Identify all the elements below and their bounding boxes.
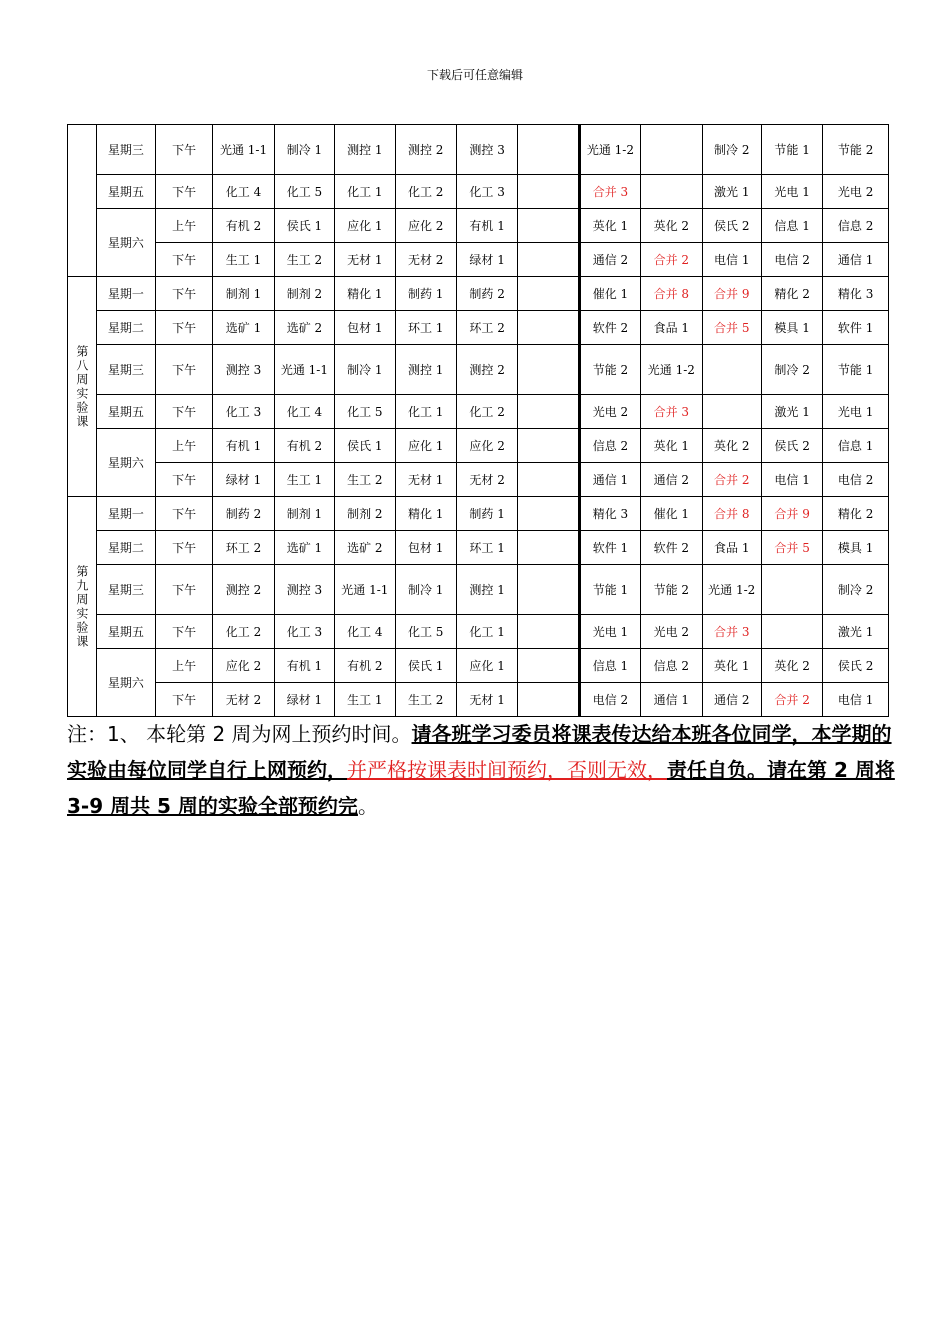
table-row	[68, 531, 889, 565]
class-cell: 绿材 1	[213, 463, 274, 497]
class-cell: 精化 3	[823, 277, 889, 311]
day-cell: 星期五	[96, 175, 155, 209]
class-cell	[518, 345, 579, 395]
day-cell: 星期三	[96, 565, 155, 615]
time-cell: 下午	[156, 531, 213, 565]
class-cell: 侯氏 2	[702, 209, 761, 243]
class-cell: 测控 1	[395, 345, 456, 395]
day-cell: 星期五	[96, 395, 155, 429]
table-row	[68, 615, 889, 649]
class-cell: 制冷 2	[761, 345, 822, 395]
class-cell: 英化 2	[761, 649, 822, 683]
class-cell: 无材 1	[456, 683, 517, 717]
day-cell: 星期三	[96, 125, 155, 175]
class-cell: 选矿 2	[335, 531, 395, 565]
class-cell	[702, 395, 761, 429]
table-row	[68, 565, 889, 615]
class-cell: 制剂 2	[274, 277, 334, 311]
class-cell: 合并 3	[579, 175, 640, 209]
class-cell: 侯氏 1	[335, 429, 395, 463]
class-cell: 无材 1	[335, 243, 395, 277]
class-cell: 应化 1	[456, 649, 517, 683]
class-cell: 化工 3	[213, 395, 274, 429]
class-cell: 无材 1	[395, 463, 456, 497]
class-cell: 化工 1	[456, 615, 517, 649]
class-cell	[518, 463, 579, 497]
class-cell: 绿材 1	[274, 683, 334, 717]
class-cell: 应化 1	[395, 429, 456, 463]
class-cell: 催化 1	[579, 277, 640, 311]
class-cell	[518, 683, 579, 717]
table-row	[68, 243, 889, 277]
class-cell: 化工 2	[395, 175, 456, 209]
class-cell: 通信 1	[641, 683, 702, 717]
time-cell: 下午	[156, 683, 213, 717]
class-cell: 制药 2	[213, 497, 274, 531]
class-cell: 化工 2	[213, 615, 274, 649]
class-cell: 侯氏 2	[823, 649, 889, 683]
class-cell: 合并 9	[761, 497, 822, 531]
class-cell: 生工 1	[335, 683, 395, 717]
class-cell: 化工 5	[395, 615, 456, 649]
day-cell: 星期五	[96, 615, 155, 649]
class-cell: 有机 2	[335, 649, 395, 683]
class-cell: 测控 1	[456, 565, 517, 615]
note-suffix: 。	[357, 794, 378, 818]
time-cell: 上午	[156, 429, 213, 463]
class-cell: 节能 2	[579, 345, 640, 395]
class-cell: 选矿 1	[274, 531, 334, 565]
table-row	[68, 649, 889, 683]
class-cell: 光通 1-2	[702, 565, 761, 615]
day-cell: 星期六	[96, 429, 155, 497]
class-cell: 电信 1	[823, 683, 889, 717]
class-cell: 精化 1	[395, 497, 456, 531]
day-cell: 星期二	[96, 311, 155, 345]
class-cell: 应化 2	[213, 649, 274, 683]
class-cell: 化工 3	[456, 175, 517, 209]
table-row	[68, 463, 889, 497]
class-cell	[518, 531, 579, 565]
class-cell: 光通 1-2	[579, 125, 640, 175]
class-cell: 光电 2	[641, 615, 702, 649]
class-cell: 光电 1	[761, 175, 822, 209]
class-cell: 有机 1	[274, 649, 334, 683]
table-row	[68, 175, 889, 209]
week-label	[68, 125, 97, 277]
class-cell: 电信 1	[702, 243, 761, 277]
class-cell: 通信 1	[823, 243, 889, 277]
class-cell	[518, 395, 579, 429]
table-row	[68, 125, 889, 175]
class-cell: 侯氏 1	[395, 649, 456, 683]
class-cell: 化工 1	[395, 395, 456, 429]
class-cell: 节能 2	[641, 565, 702, 615]
time-cell: 下午	[156, 277, 213, 311]
class-cell: 光电 2	[579, 395, 640, 429]
class-cell: 电信 1	[761, 463, 822, 497]
class-cell: 合并 2	[761, 683, 822, 717]
class-cell	[518, 649, 579, 683]
class-cell: 环工 2	[213, 531, 274, 565]
table-row	[68, 395, 889, 429]
class-cell	[761, 565, 822, 615]
class-cell: 化工 4	[213, 175, 274, 209]
day-cell: 星期一	[96, 277, 155, 311]
class-cell	[518, 175, 579, 209]
week-label-text: 第九周实验课	[74, 564, 89, 649]
class-cell: 模具 1	[761, 311, 822, 345]
class-cell: 化工 4	[274, 395, 334, 429]
time-cell: 下午	[156, 463, 213, 497]
class-cell: 英化 2	[702, 429, 761, 463]
class-cell: 应化 2	[395, 209, 456, 243]
class-cell	[641, 175, 702, 209]
class-cell	[641, 125, 702, 175]
class-cell: 信息 2	[823, 209, 889, 243]
class-cell: 应化 2	[456, 429, 517, 463]
class-cell	[518, 311, 579, 345]
note-deadline: 责任自负。请在第 2 周将 3-9 周共 5 周的实验全部预约完	[67, 758, 895, 818]
class-cell: 制剂 1	[274, 497, 334, 531]
class-cell: 绿材 1	[456, 243, 517, 277]
class-cell: 化工 3	[274, 615, 334, 649]
table-row	[68, 311, 889, 345]
class-cell: 合并 5	[761, 531, 822, 565]
class-cell: 激光 1	[761, 395, 822, 429]
class-cell: 激光 1	[702, 175, 761, 209]
class-cell: 电信 2	[823, 463, 889, 497]
class-cell: 软件 1	[823, 311, 889, 345]
time-cell: 下午	[156, 565, 213, 615]
class-cell: 合并 3	[702, 615, 761, 649]
class-cell: 生工 1	[274, 463, 334, 497]
class-cell: 通信 2	[641, 463, 702, 497]
class-cell: 环工 1	[456, 531, 517, 565]
class-cell: 激光 1	[823, 615, 889, 649]
class-cell: 合并 5	[702, 311, 761, 345]
class-cell: 英化 1	[641, 429, 702, 463]
class-cell: 化工 4	[335, 615, 395, 649]
time-cell: 下午	[156, 497, 213, 531]
class-cell: 节能 2	[823, 125, 889, 175]
class-cell: 有机 1	[213, 429, 274, 463]
class-cell	[761, 615, 822, 649]
class-cell: 催化 1	[641, 497, 702, 531]
class-cell: 制冷 1	[395, 565, 456, 615]
class-cell: 测控 2	[456, 345, 517, 395]
class-cell: 测控 3	[456, 125, 517, 175]
class-cell: 选矿 2	[274, 311, 334, 345]
class-cell: 通信 1	[579, 463, 640, 497]
class-cell: 包材 1	[335, 311, 395, 345]
class-cell: 英化 1	[702, 649, 761, 683]
day-cell: 星期六	[96, 649, 155, 717]
lab-schedule-table	[67, 124, 889, 717]
table-row	[68, 683, 889, 717]
class-cell: 食品 1	[702, 531, 761, 565]
class-cell: 环工 2	[456, 311, 517, 345]
class-cell: 制药 2	[456, 277, 517, 311]
time-cell: 下午	[156, 345, 213, 395]
time-cell: 下午	[156, 615, 213, 649]
class-cell: 合并 2	[641, 243, 702, 277]
class-cell	[518, 497, 579, 531]
class-cell: 光通 1-2	[641, 345, 702, 395]
time-cell: 上午	[156, 209, 213, 243]
class-cell: 信息 2	[579, 429, 640, 463]
class-cell: 模具 1	[823, 531, 889, 565]
day-cell: 星期一	[96, 497, 155, 531]
class-cell	[518, 243, 579, 277]
class-cell: 测控 2	[395, 125, 456, 175]
class-cell: 节能 1	[579, 565, 640, 615]
time-cell: 下午	[156, 175, 213, 209]
class-cell: 制冷 2	[823, 565, 889, 615]
class-cell	[518, 429, 579, 463]
class-cell: 光电 2	[823, 175, 889, 209]
class-cell: 合并 9	[702, 277, 761, 311]
class-cell: 制剂 2	[335, 497, 395, 531]
class-cell: 食品 1	[641, 311, 702, 345]
time-cell: 下午	[156, 243, 213, 277]
class-cell	[518, 565, 579, 615]
class-cell: 节能 1	[823, 345, 889, 395]
class-cell: 光通 1-1	[213, 125, 274, 175]
week-label	[68, 277, 97, 497]
time-cell: 下午	[156, 311, 213, 345]
class-cell: 制冷 1	[274, 125, 334, 175]
table-row	[68, 429, 889, 463]
class-cell: 精化 2	[823, 497, 889, 531]
class-cell: 化工 5	[335, 395, 395, 429]
table-row	[68, 345, 889, 395]
class-cell: 无材 2	[395, 243, 456, 277]
class-cell	[518, 209, 579, 243]
class-cell: 生工 2	[395, 683, 456, 717]
table-row	[68, 209, 889, 243]
class-cell: 英化 1	[579, 209, 640, 243]
note-prefix: 注：1、 本轮第 2 周为网上预约时间。	[67, 722, 412, 746]
class-cell: 光电 1	[579, 615, 640, 649]
class-cell: 测控 2	[213, 565, 274, 615]
class-cell: 侯氏 2	[761, 429, 822, 463]
class-cell: 制冷 1	[335, 345, 395, 395]
class-cell: 信息 1	[761, 209, 822, 243]
class-cell: 测控 1	[335, 125, 395, 175]
class-cell: 软件 2	[579, 311, 640, 345]
class-cell: 化工 1	[335, 175, 395, 209]
class-cell: 软件 1	[579, 531, 640, 565]
class-cell: 通信 2	[702, 683, 761, 717]
class-cell: 化工 2	[456, 395, 517, 429]
class-cell: 电信 2	[579, 683, 640, 717]
table-row	[68, 497, 889, 531]
class-cell: 制剂 1	[213, 277, 274, 311]
class-cell: 生工 2	[274, 243, 334, 277]
class-cell: 合并 8	[641, 277, 702, 311]
class-cell: 制药 1	[395, 277, 456, 311]
class-cell: 选矿 1	[213, 311, 274, 345]
day-cell: 星期六	[96, 209, 155, 277]
class-cell	[518, 277, 579, 311]
class-cell: 精化 2	[761, 277, 822, 311]
class-cell: 测控 3	[213, 345, 274, 395]
class-cell: 光电 1	[823, 395, 889, 429]
class-cell: 无材 2	[456, 463, 517, 497]
class-cell: 侯氏 1	[274, 209, 334, 243]
class-cell: 应化 1	[335, 209, 395, 243]
time-cell: 下午	[156, 395, 213, 429]
class-cell: 生工 1	[213, 243, 274, 277]
class-cell: 通信 2	[579, 243, 640, 277]
class-cell	[518, 125, 579, 175]
class-cell: 信息 2	[641, 649, 702, 683]
class-cell: 制冷 2	[702, 125, 761, 175]
class-cell: 有机 1	[456, 209, 517, 243]
class-cell: 精化 3	[579, 497, 640, 531]
class-cell: 电信 2	[761, 243, 822, 277]
week-label	[68, 497, 97, 717]
week-label-text: 第八周实验课	[74, 344, 89, 429]
class-cell: 信息 1	[579, 649, 640, 683]
class-cell: 测控 3	[274, 565, 334, 615]
class-cell: 包材 1	[395, 531, 456, 565]
class-cell: 合并 2	[702, 463, 761, 497]
class-cell: 合并 8	[702, 497, 761, 531]
class-cell: 有机 2	[274, 429, 334, 463]
day-cell: 星期二	[96, 531, 155, 565]
table-row	[68, 277, 889, 311]
class-cell: 无材 2	[213, 683, 274, 717]
page-header: 下载后可任意编辑	[426, 68, 523, 82]
class-cell: 软件 2	[641, 531, 702, 565]
class-cell: 信息 1	[823, 429, 889, 463]
class-cell: 制药 1	[456, 497, 517, 531]
class-cell: 光通 1-1	[335, 565, 395, 615]
class-cell: 节能 1	[761, 125, 822, 175]
time-cell: 下午	[156, 125, 213, 175]
class-cell: 生工 2	[335, 463, 395, 497]
class-cell: 英化 2	[641, 209, 702, 243]
class-cell: 环工 1	[395, 311, 456, 345]
note-warning: 并严格按课表时间预约，否则无效，	[347, 758, 667, 782]
footnote	[67, 716, 899, 824]
class-cell	[702, 345, 761, 395]
class-cell: 精化 1	[335, 277, 395, 311]
note-instruction: 请各班学习委员将课表传达给本班各位同学，本学期的实验由每位同学自行上网预约，	[67, 722, 892, 782]
class-cell: 光通 1-1	[274, 345, 334, 395]
time-cell: 上午	[156, 649, 213, 683]
class-cell	[518, 615, 579, 649]
day-cell: 星期三	[96, 345, 155, 395]
class-cell: 有机 2	[213, 209, 274, 243]
class-cell: 合并 3	[641, 395, 702, 429]
class-cell: 化工 5	[274, 175, 334, 209]
